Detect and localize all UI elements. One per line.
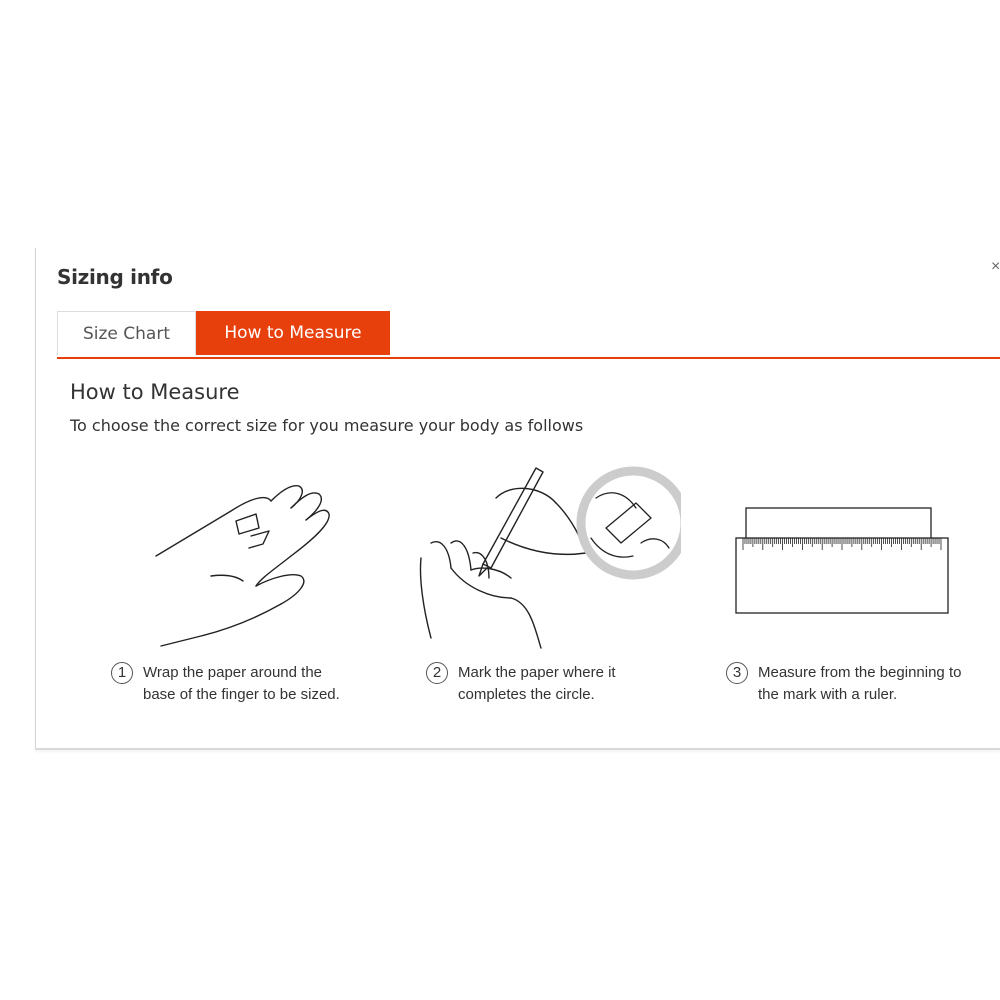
hand-mark-icon bbox=[411, 458, 681, 658]
close-icon[interactable]: × bbox=[991, 258, 1000, 275]
step-number-2: 2 bbox=[426, 662, 448, 684]
ruler-icon bbox=[731, 503, 951, 618]
sizing-info-dialog bbox=[35, 248, 1000, 750]
step-text-1: Wrap the paper around the base of the finger to be sized. bbox=[143, 664, 340, 703]
tab-size-chart[interactable]: Size Chart bbox=[57, 311, 196, 355]
step-caption-1 bbox=[111, 662, 340, 706]
step-number-3: 3 bbox=[726, 662, 748, 684]
hand-wrap-icon bbox=[151, 476, 351, 656]
tab-bar bbox=[57, 311, 1000, 359]
step-caption-3 bbox=[726, 662, 961, 706]
section-heading: How to Measure bbox=[70, 380, 240, 404]
step-number-1: 1 bbox=[111, 662, 133, 684]
step-text-2: Mark the paper where it completes the circle. bbox=[458, 664, 616, 703]
step-text-3: Measure from the beginning to the mark with a ruler. bbox=[758, 664, 962, 703]
dialog-title: Sizing info bbox=[57, 265, 173, 289]
section-subtitle: To choose the correct size for you measure your body as follows bbox=[70, 416, 584, 435]
step-caption-2 bbox=[426, 662, 616, 706]
tab-how-to-measure[interactable]: How to Measure bbox=[196, 311, 390, 355]
